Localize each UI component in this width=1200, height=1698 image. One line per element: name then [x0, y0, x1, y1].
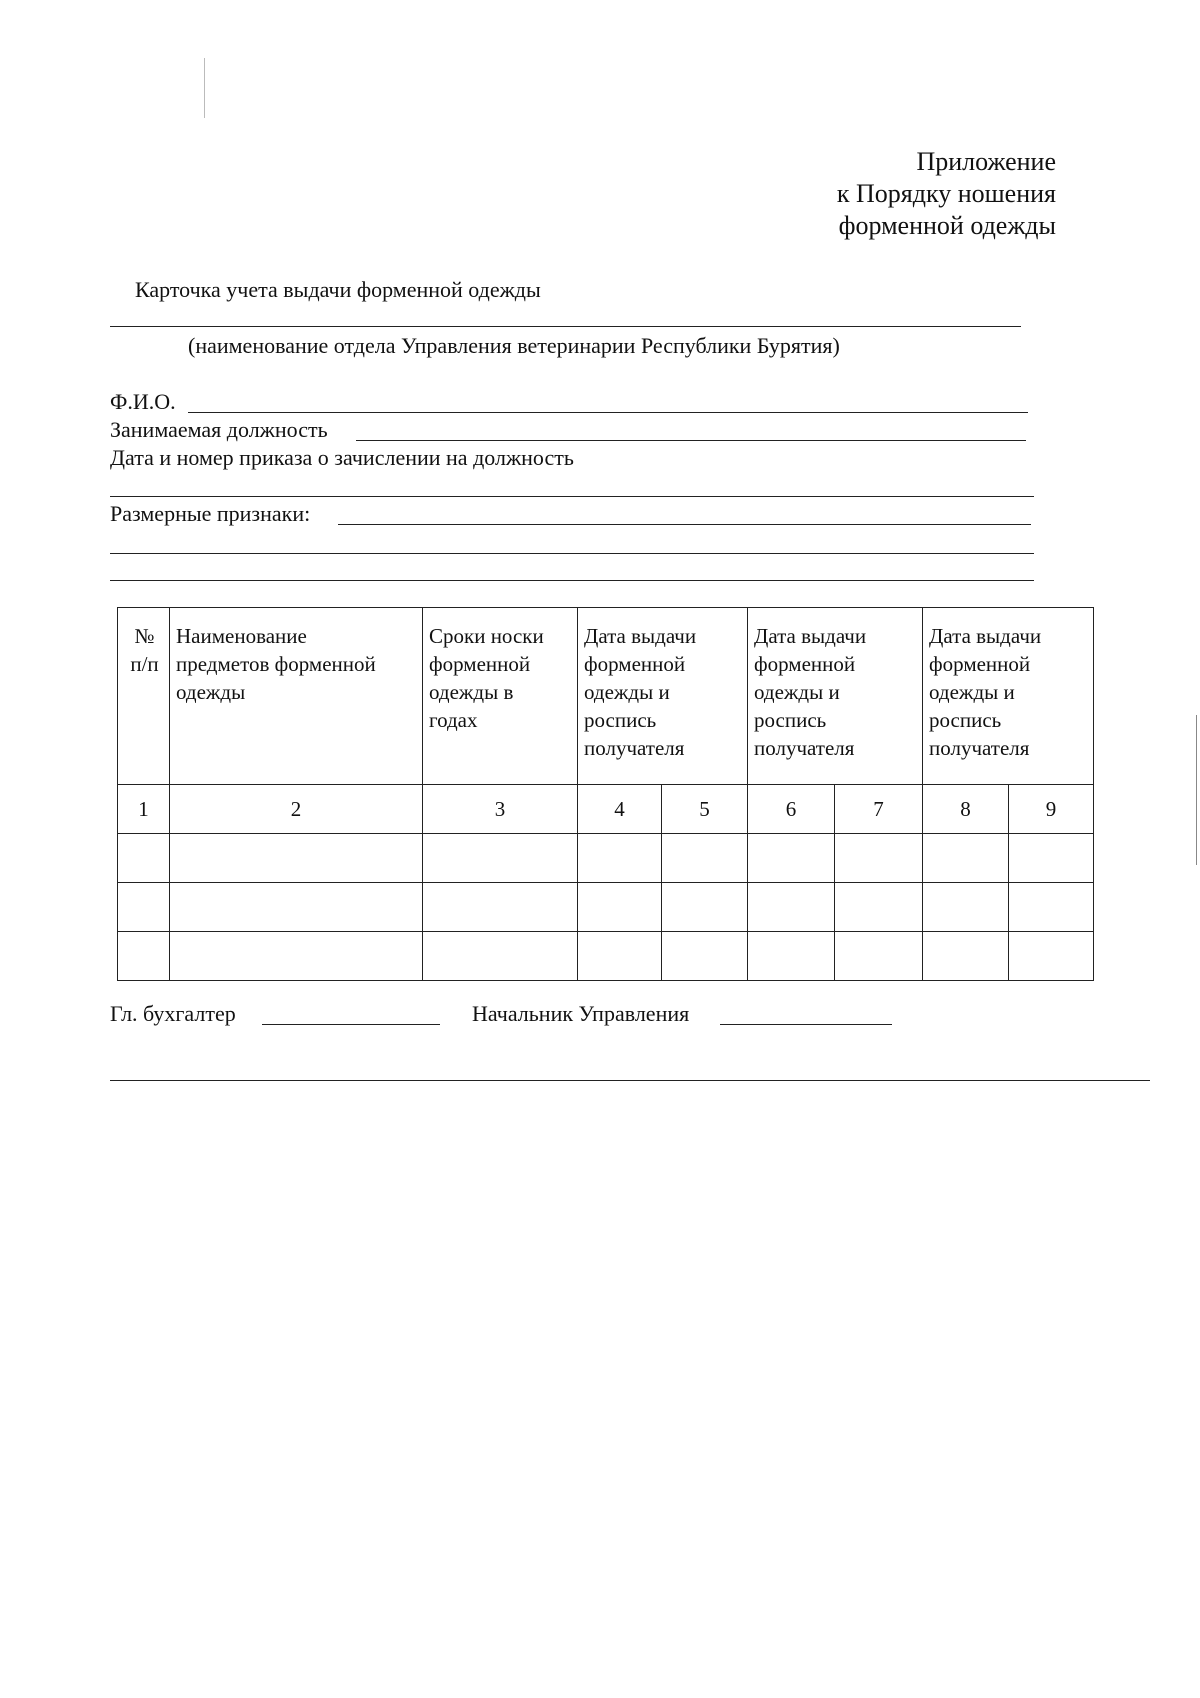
header-wear-period: Сроки носки форменной одежды в годах: [423, 608, 578, 785]
head-label: Начальник Управления: [472, 1001, 690, 1026]
uniform-issue-table: [117, 607, 1094, 981]
table-cell[interactable]: [835, 932, 923, 981]
sizes-label: Размерные признаки:: [110, 501, 311, 526]
table-cell[interactable]: [662, 883, 748, 932]
table-cell[interactable]: [748, 834, 835, 883]
appendix-header-line2: к Порядку ношения: [836, 179, 1056, 208]
accountant-signature-field[interactable]: [262, 1024, 440, 1025]
header-issue-date-1: Дата выдачи форменной одежды и роспись получателя: [578, 608, 748, 785]
table-cell[interactable]: [578, 883, 662, 932]
table-cell[interactable]: [578, 932, 662, 981]
column-number: 5: [662, 785, 748, 834]
column-number: 8: [923, 785, 1009, 834]
header-issue-date-3: Дата выдачи форменной одежды и роспись получателя: [923, 608, 1094, 785]
head-signature-field[interactable]: [720, 1024, 892, 1025]
table-cell[interactable]: [578, 834, 662, 883]
header-number: № п/п: [118, 608, 170, 785]
scan-mark: [204, 58, 205, 118]
fio-field[interactable]: [188, 412, 1028, 413]
position-label: Занимаемая должность: [110, 417, 328, 442]
table-cell[interactable]: [170, 932, 423, 981]
table-cell[interactable]: [1009, 834, 1094, 883]
department-caption: (наименование отдела Управления ветеринарии Республики Бурятия): [188, 333, 840, 358]
order-label: Дата и номер приказа о зачислении на должность: [110, 445, 574, 470]
column-number: 7: [835, 785, 923, 834]
table-cell[interactable]: [118, 834, 170, 883]
table-cell[interactable]: [923, 932, 1009, 981]
appendix-header: [837, 146, 1056, 242]
position-field[interactable]: [356, 440, 1026, 441]
scan-mark: [1196, 715, 1197, 865]
table-cell[interactable]: [923, 883, 1009, 932]
column-number: 9: [1009, 785, 1094, 834]
table-cell[interactable]: [835, 834, 923, 883]
column-number: 4: [578, 785, 662, 834]
column-number: 3: [423, 785, 578, 834]
column-number: 1: [118, 785, 170, 834]
table-cell[interactable]: [118, 932, 170, 981]
sizes-field-1[interactable]: [338, 524, 1031, 525]
table-cell[interactable]: [423, 932, 578, 981]
appendix-header-line1: Приложение: [916, 147, 1056, 176]
column-number: 6: [748, 785, 835, 834]
table-cell[interactable]: [170, 883, 423, 932]
table-cell[interactable]: [1009, 932, 1094, 981]
table-cell[interactable]: [423, 883, 578, 932]
table-cell[interactable]: [662, 834, 748, 883]
sizes-field-3[interactable]: [110, 580, 1034, 581]
table-header-row: [118, 608, 1094, 785]
table-cell[interactable]: [923, 834, 1009, 883]
table-cell[interactable]: [662, 932, 748, 981]
table-column-numbers-row: [118, 785, 1094, 834]
table-row: [118, 883, 1094, 932]
appendix-header-line3: форменной одежды: [838, 211, 1056, 240]
table-row: [118, 932, 1094, 981]
table-cell[interactable]: [1009, 883, 1094, 932]
column-number: 2: [170, 785, 423, 834]
header-item-name: Наименование предметов форменной одежды: [170, 608, 423, 785]
header-issue-date-2: Дата выдачи форменной одежды и роспись получателя: [748, 608, 923, 785]
table-cell[interactable]: [170, 834, 423, 883]
table-cell[interactable]: [118, 883, 170, 932]
department-line[interactable]: [110, 326, 1021, 327]
sizes-field-2[interactable]: [110, 553, 1034, 554]
fio-label: Ф.И.О.: [110, 389, 176, 414]
table-cell[interactable]: [748, 883, 835, 932]
accountant-label: Гл. бухгалтер: [110, 1001, 236, 1026]
table-cell[interactable]: [835, 883, 923, 932]
table-row: [118, 834, 1094, 883]
card-title: Карточка учета выдачи форменной одежды: [135, 277, 541, 302]
table-cell[interactable]: [748, 932, 835, 981]
order-field[interactable]: [110, 496, 1034, 497]
bottom-rule: [110, 1080, 1150, 1081]
table-cell[interactable]: [423, 834, 578, 883]
